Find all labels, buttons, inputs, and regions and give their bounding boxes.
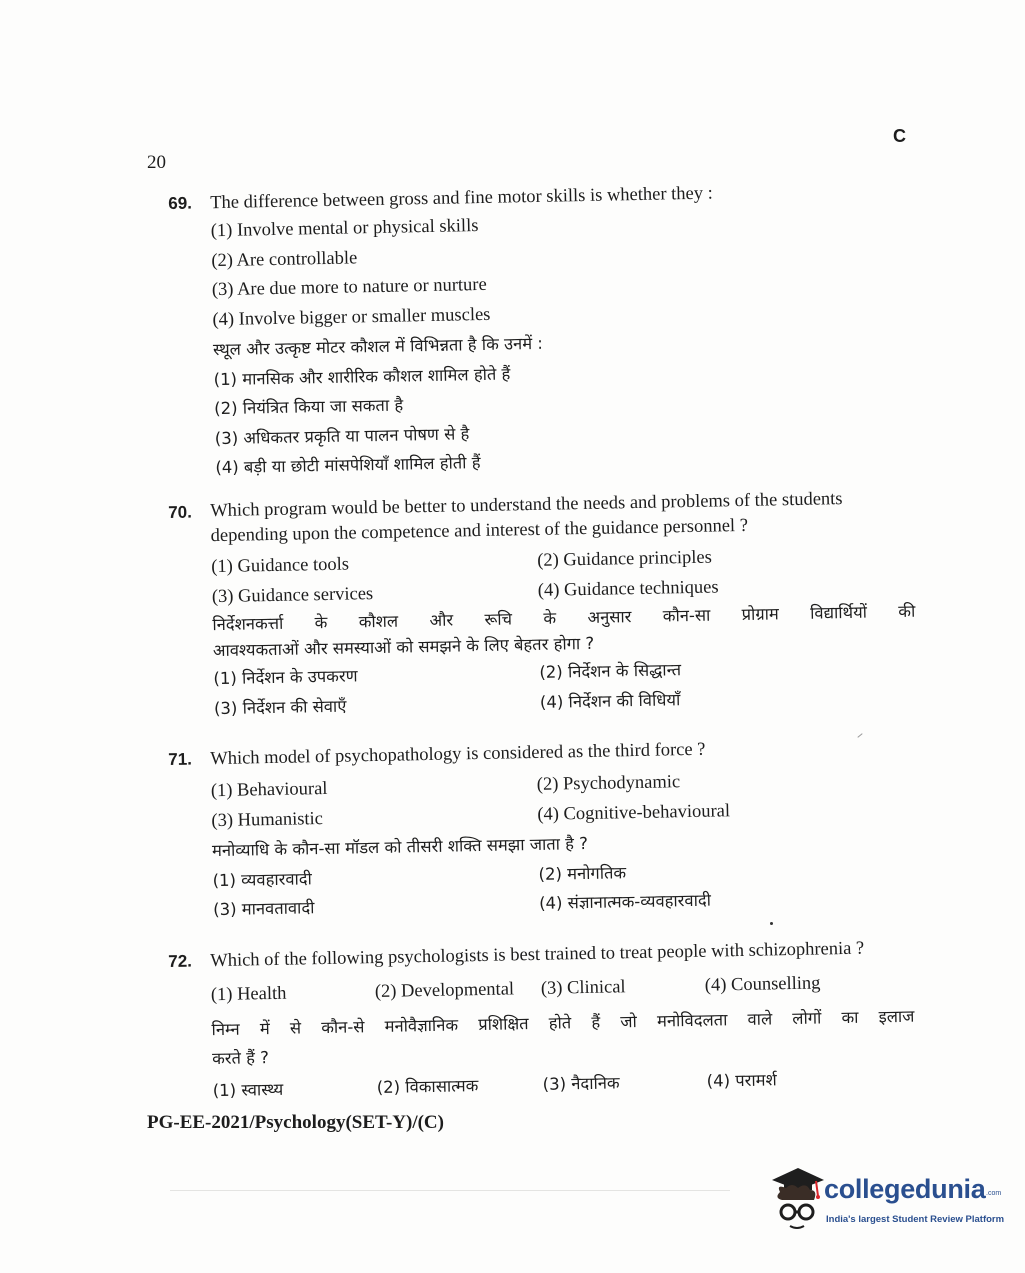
question-text-hi: स्थूल और उत्कृष्ट मोटर कौशल में विभिन्नता है कि उनमें : <box>212 333 544 360</box>
option-hi-2: (2) नियंत्रित किया जा सकता है <box>214 395 404 419</box>
question-number: 71. <box>168 749 193 769</box>
option-en-3: (3) Humanistic <box>211 808 324 831</box>
question-number: 69. <box>168 193 193 213</box>
question-number: 70. <box>168 502 193 522</box>
logo-wordmark: collegedunia <box>824 1174 986 1204</box>
option-hi-2: (2) मनोगतिक <box>538 862 627 884</box>
option-en-4: (4) Counselling <box>704 973 821 996</box>
question-text-en: Which of the following psychologists is best trained to treat people with schizophrenia ? <box>210 938 865 972</box>
option-en-3: (3) Are due more to nature or nurture <box>211 274 487 301</box>
option-en-2: (2) Are controllable <box>211 247 358 271</box>
question-text-hi-line1: निर्देशनकर्त्ता के कौशल और रूचि के अनुसार कौन-सा प्रोग्राम विद्यार्थियों की <box>212 601 916 635</box>
option-hi-3: (3) अधिकतर प्रकृति या पालन पोषण से है <box>214 423 470 448</box>
scan-artifact-line <box>170 1190 730 1191</box>
page-number: 20 <box>147 152 166 173</box>
option-en-3: (3) Clinical <box>540 977 626 999</box>
option-hi-3: (3) नैदानिक <box>542 1072 620 1094</box>
option-hi-4: (4) परामर्श <box>706 1069 777 1091</box>
question-text-hi-line2: आवश्यकताओं और समस्याओं को समझने के लिए बेहतर होगा ? <box>212 633 595 661</box>
question-text-en: The difference between gross and fine motor skills is whether they : <box>210 183 713 214</box>
option-en-1: (1) Health <box>210 983 287 1006</box>
option-hi-4: (4) संज्ञानात्मक-व्यवहारवादी <box>538 890 712 913</box>
stray-dot-mark <box>770 922 773 925</box>
option-en-2: (2) Psychodynamic <box>536 772 681 795</box>
option-en-4: (4) Cognitive-behavioural <box>537 800 731 825</box>
option-en-1: (1) Involve mental or physical skills <box>210 216 479 242</box>
option-en-1: (1) Behavioural <box>210 778 328 802</box>
option-en-4: (4) Involve bigger or smaller muscles <box>212 304 491 330</box>
option-hi-2: (2) निर्देशन के सिद्धान्त <box>539 660 682 682</box>
question-70 <box>168 486 917 724</box>
option-en-2: (2) Developmental <box>374 979 515 1003</box>
question-text-en: Which program would be better to understand the needs and problems of the students depending upon the competence and interest of the guidance personnel ? <box>210 489 843 547</box>
collegedunia-logo <box>768 1166 1005 1236</box>
question-72 <box>168 934 916 1106</box>
logo-domain-suffix: .com <box>986 1190 1002 1197</box>
question-71 <box>168 732 916 926</box>
option-en-4: (4) Guidance techniques <box>537 576 719 601</box>
question-text-hi-line1: निम्न में से कौन-से मनोवैज्ञानिक प्रशिक्षित होते हैं जो मनोविदलता वाले लोगों का इलाज <box>211 1006 915 1039</box>
question-69 <box>168 176 918 484</box>
option-hi-1: (1) निर्देशन के उपकरण <box>213 666 358 689</box>
question-text-en: Which model of psychopathology is considered as the third force ? <box>210 739 706 770</box>
option-hi-1: (1) स्वास्थ्य <box>212 1079 284 1100</box>
option-hi-4: (4) बड़ी या छोटी मांसपेशियाँ शामिल होती हैं <box>215 453 481 478</box>
option-hi-1: (1) मानसिक और शारीरिक कौशल शामिल होते हैं <box>213 363 511 389</box>
graduate-mascot-icon <box>768 1166 826 1236</box>
option-en-2: (2) Guidance principles <box>537 547 713 571</box>
option-hi-2: (2) विकासात्मक <box>376 1075 479 1097</box>
option-hi-4: (4) निर्देशन की विधियाँ <box>539 689 681 712</box>
question-text-hi: मनोव्याधि के कौन-सा मॉडल को तीसरी शक्ति समझा जाता है ? <box>211 833 589 861</box>
option-en-1: (1) Guidance tools <box>211 554 350 578</box>
question-number: 72. <box>168 951 193 971</box>
paper-code: PG-EE-2021/Psychology(SET-Y)/(C) <box>147 1112 444 1133</box>
option-en-3: (3) Guidance services <box>211 583 374 607</box>
logo-tagline: India's largest Student Review Platform <box>826 1214 1005 1225</box>
option-hi-1: (1) व्यवहारवादी <box>212 868 313 890</box>
option-hi-3: (3) मानवतावादी <box>212 898 315 920</box>
set-code: C <box>893 126 906 146</box>
question-text-hi-line2: करते हैं ? <box>211 1048 270 1069</box>
option-hi-3: (3) निर्देशन की सेवाएँ <box>213 696 347 718</box>
